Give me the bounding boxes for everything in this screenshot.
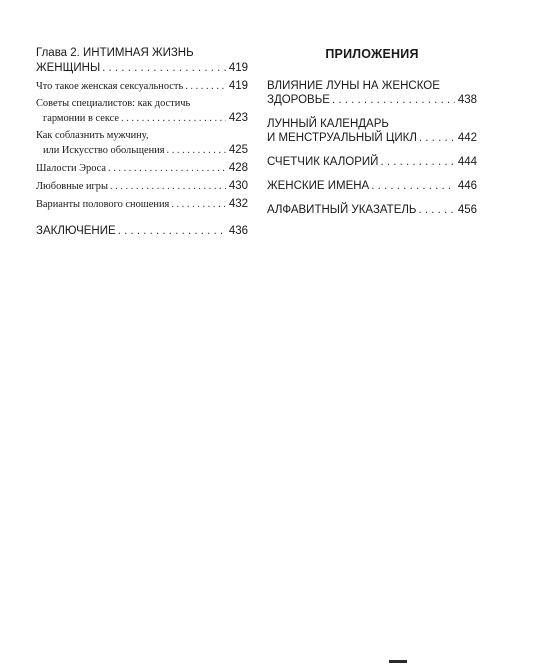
dot-leader (118, 224, 226, 239)
toc-entry-appendix[interactable] (267, 203, 477, 217)
entry-title: СЧЕТЧИК КАЛОРИЙ (267, 156, 379, 168)
dot-leader (371, 179, 455, 193)
dot-leader (380, 155, 454, 169)
page-number: 419 (228, 62, 248, 74)
page-number: 425 (228, 144, 248, 156)
page-number: 428 (228, 162, 248, 174)
chapter-title-cont: ЖЕНЩИНЫ (36, 62, 101, 74)
toc-right-column (267, 46, 477, 227)
entry-title: ЖЕНСКИЕ ИМЕНА (267, 180, 370, 192)
toc-entry-subsection[interactable] (36, 79, 248, 94)
dot-leader (418, 203, 454, 217)
entry-title-line: ВЛИЯНИЕ ЛУНЫ НА ЖЕНСКОЕ (267, 80, 440, 92)
dot-leader (419, 131, 455, 145)
entry-title: Любовные игры (36, 181, 108, 192)
dot-leader (167, 144, 226, 158)
page-number: 419 (228, 80, 248, 92)
toc-entry-subsection[interactable] (36, 197, 248, 212)
toc-left-column (36, 46, 248, 239)
toc-entry-appendix[interactable] (267, 79, 477, 107)
page-number: 446 (457, 180, 477, 192)
toc-entry-appendix[interactable] (267, 117, 477, 145)
dot-leader (171, 198, 226, 212)
dot-leader (110, 180, 226, 194)
chapter-title-line: Глава 2. ИНТИМНАЯ ЖИЗНЬ (36, 47, 194, 59)
page-number: 438 (457, 94, 477, 106)
page-number: 432 (228, 198, 248, 210)
page-number: 423 (228, 112, 248, 124)
entry-title: Что такое женская сексуальность (36, 81, 184, 92)
entry-title: Шалости Эроса (36, 163, 106, 174)
entry-title: И МЕНСТРУАЛЬНЫЙ ЦИКЛ (267, 132, 417, 144)
toc-entry-subsection[interactable] (36, 179, 248, 194)
page-number: 444 (457, 156, 477, 168)
entry-title-line: Советы специалистов: как достичь (36, 98, 191, 109)
entry-title: или Искусство обольщения (43, 145, 165, 156)
page-number: 456 (457, 204, 477, 216)
appendix-heading: ПРИЛОЖЕНИЯ (325, 47, 419, 61)
toc-entry-chapter[interactable] (36, 61, 248, 76)
entry-title: гармонии в сексе (43, 113, 119, 124)
toc-entry-conclusion[interactable] (36, 224, 248, 239)
dot-leader (332, 93, 455, 107)
toc-entry-appendix[interactable] (267, 179, 477, 193)
toc-entry-subsection[interactable] (36, 129, 248, 158)
dot-leader (102, 61, 226, 76)
page-number: 436 (228, 225, 248, 237)
page-corner-mark (389, 660, 407, 663)
toc-entry-appendix[interactable] (267, 155, 477, 169)
entry-title: АЛФАВИТНЫЙ УКАЗАТЕЛЬ (267, 204, 417, 216)
dot-leader (185, 80, 226, 94)
page-number: 442 (457, 132, 477, 144)
entry-title-line: Как соблазнить мужчину, (36, 130, 149, 141)
entry-title: Варианты полового сношения (36, 199, 170, 210)
toc-entry-subsection[interactable] (36, 161, 248, 176)
dot-leader (108, 162, 226, 176)
dot-leader (121, 112, 226, 126)
entry-title: ЗДОРОВЬЕ (267, 94, 330, 106)
entry-title-line: ЛУННЫЙ КАЛЕНДАРЬ (267, 118, 389, 130)
entry-title: ЗАКЛЮЧЕНИЕ (36, 225, 116, 237)
page-number: 430 (228, 180, 248, 192)
toc-entry-subsection[interactable] (36, 97, 248, 126)
